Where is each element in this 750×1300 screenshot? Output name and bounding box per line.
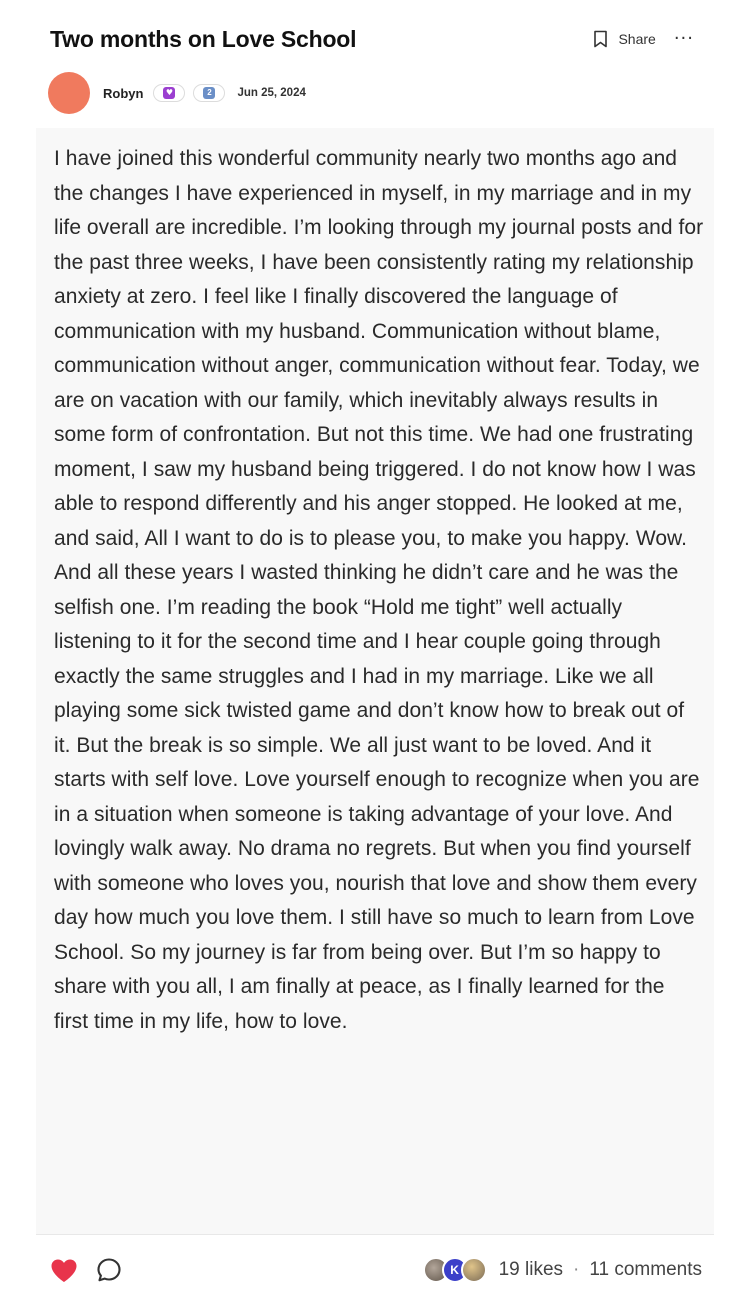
stats-separator: · bbox=[573, 1259, 580, 1280]
post-body: I have joined this wonderful community nearly two months ago and the changes I have experienced in myself, in my marriage and in my life overall are incredible. I’m looking through my journal posts and for the past three weeks, I have been consistently rating my relationship anxiety at zero. I feel like I finally discovered the language of communication with my husband. Communication without blame, communication without anger, communication without fear. Today, we are on vacation with our family, which inevitably always results in some form of confrontation. But not this time. We had one frustrating moment, I saw my husband being triggered. I do not know how I was able to respond differently and his anger stopped. He looked at me, and said, All I want to do is to please you, to make you happy. Wow. And all these years I wasted thinking he didn’t care and he was the selfish one. I’m reading the book “Hold me tight” well actually listening to it for the second time and I hear couple going through exactly the same struggles and I had in my marriage. Like we all playing some sick twisted game and don’t know how to break out of it. But the break is so simple. We all just want to be loved. And it starts with self love. Love yourself enough to recognize when you are in a situation when someone is taking advantage of your love. And lovingly walk away. No drama no regrets. But when you find yourself with someone who loves you, nourish that love and show them every day how much you love them. I still have so much to learn from Love School. So my journey is far from being over. But I’m so happy to share with you all, I am finally at peace, as I finally learned for the first time in my life, how to love. bbox=[54, 147, 704, 1033]
header-actions bbox=[589, 26, 700, 52]
heart-icon bbox=[50, 1258, 78, 1283]
comment-bubble-icon bbox=[96, 1257, 122, 1283]
more-options-button[interactable] bbox=[668, 30, 700, 48]
comments-count[interactable]: 11 comments bbox=[589, 1259, 702, 1280]
comment-button[interactable] bbox=[96, 1257, 122, 1283]
post-title: Two months on Love School bbox=[50, 25, 357, 52]
share-button[interactable] bbox=[589, 26, 659, 52]
post-date: Jun 25, 2024 bbox=[237, 87, 306, 99]
liker-avatar bbox=[461, 1257, 487, 1283]
liker-avatars[interactable] bbox=[423, 1257, 487, 1283]
author-name[interactable]: Robyn bbox=[103, 85, 144, 101]
post-stats bbox=[423, 1257, 702, 1283]
post-header bbox=[50, 22, 700, 56]
share-label: Share bbox=[618, 31, 656, 47]
membership-badge bbox=[153, 84, 185, 102]
avatar[interactable] bbox=[48, 72, 90, 114]
like-button[interactable] bbox=[50, 1258, 78, 1283]
level-badge bbox=[193, 84, 225, 102]
reaction-buttons bbox=[50, 1257, 122, 1283]
likes-count[interactable]: 19 likes bbox=[498, 1259, 564, 1280]
footer-divider bbox=[36, 1234, 714, 1235]
level-badge-icon: 2 bbox=[203, 87, 215, 99]
bookmark-icon bbox=[593, 30, 608, 48]
post-footer bbox=[50, 1248, 702, 1292]
heart-badge-icon: ♥ bbox=[163, 87, 175, 99]
post-body-card bbox=[36, 128, 714, 1234]
liker-avatar: K bbox=[442, 1257, 468, 1283]
more-horizontal-icon: ··· bbox=[673, 28, 694, 49]
author-row bbox=[48, 72, 306, 114]
